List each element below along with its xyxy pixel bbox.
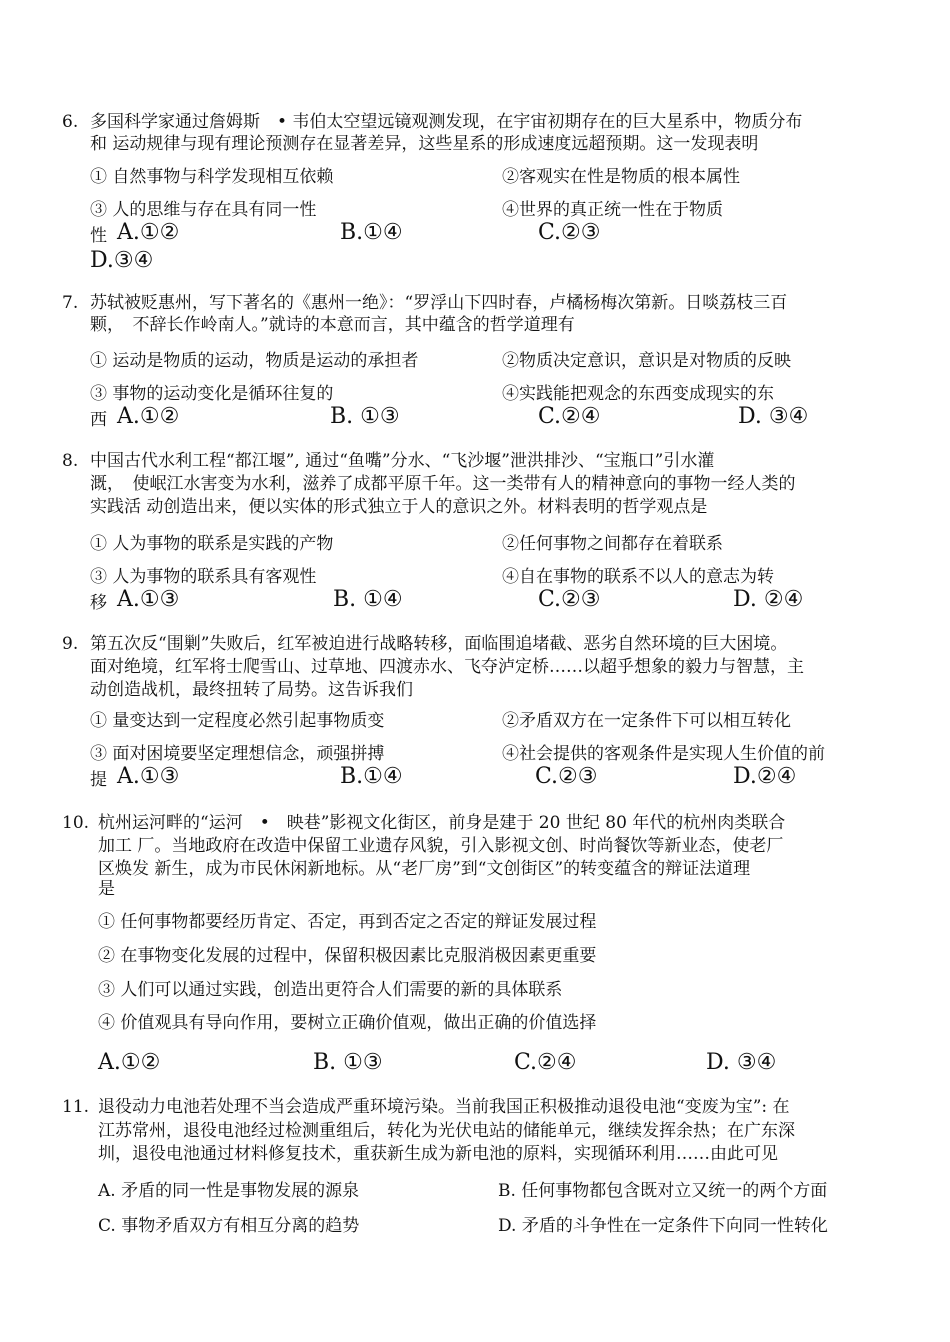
choice-b: B. 任何事物都包含既对立又统一的两个方面 (498, 1181, 828, 1201)
statement-item: ②任何事物之间都存在着联系 (502, 534, 723, 554)
choice-c: C.②④ (514, 1050, 577, 1075)
question-stem-line: 溉， 使岷江水害变为水利，滋养了成都平原千年。这一类带有人的精神意向的事物一经人类的 (90, 474, 796, 494)
statement-item: ① 人为事物的联系是实践的产物 (90, 534, 334, 554)
statement-item: ③ 事物的运动变化是循环往复的 (90, 384, 334, 404)
question-stem-line: 颗， 不辞长作岭南人。”就诗的本意而言，其中蕴含的哲学道理有 (90, 315, 575, 335)
choice-d: D. ②④ (733, 587, 804, 612)
statement-wrap: 西 (90, 410, 107, 430)
statement-item: ④ 价值观具有导向作用，要树立正确价值观，做出正确的价值选择 (98, 1013, 597, 1033)
statement-item: ②矛盾双方在一定条件下可以相互转化 (502, 711, 791, 731)
choice-c: C.②③ (538, 220, 601, 245)
question-number: 6. (62, 112, 79, 132)
question-stem-line: 区焕发 新生，成为市民休闲新地标。从“老厂房”到“文创街区”的转变蕴含的辩证法道理 (98, 859, 751, 879)
question-stem-line: 杭州运河畔的“运河 • 映巷”影视文化街区，前身是建于 20 世纪 80 年代的杭州肉类联合 (98, 813, 786, 833)
statement-item: ③ 面对困境要坚定理想信念，顽强拼搏 (90, 744, 385, 764)
statement-item: ① 任何事物都要经历肯定、否定，再到否定之否定的辩证发展过程 (98, 912, 597, 932)
statement-item: ④世界的真正统一性在于物质 (502, 200, 723, 220)
statement-item: ②客观实在性是物质的根本属性 (502, 167, 740, 187)
choice-b: B. ①③ (330, 404, 400, 429)
question-number: 11. (62, 1097, 90, 1117)
choice-c: C.②③ (538, 587, 601, 612)
statement-item: ③ 人们可以通过实践，创造出更符合人们需要的新的具体联系 (98, 980, 563, 1000)
choice-a: A.①② (117, 404, 180, 429)
choice-a: A. 矛盾的同一性是事物发展的源泉 (98, 1181, 360, 1201)
statement-item: ②物质决定意识，意识是对物质的反映 (502, 351, 791, 371)
question-number: 8. (62, 451, 79, 471)
choice-d: D. ③④ (738, 404, 809, 429)
choice-a: A.①③ (117, 764, 180, 789)
statement-item: ① 自然事物与科学发现相互依赖 (90, 167, 334, 187)
statement-wrap: 移 (90, 593, 107, 613)
question-stem-line: 面对绝境，红军将士爬雪山、过草地、四渡赤水、飞夺泸定桥……以超乎想象的毅力与智慧，主 (90, 657, 804, 677)
choice-b: B. ①④ (333, 587, 403, 612)
question-stem-line: 动创造战机，最终扭转了局势。这告诉我们 (90, 680, 413, 700)
question-stem-line: 实践活 动创造出来，便以实体的形式独立于人的意识之外。材料表明的哲学观点是 (90, 497, 708, 517)
question-stem-line: 和 运动规律与现有理论预测存在显著差异，这些星系的形成速度远超预期。这一发现表明 (90, 134, 759, 154)
question-stem-line: 圳，退役电池通过材料修复技术，重获新生成为新电池的原料，实现循环利用……由此可见 (98, 1144, 778, 1164)
choice-a: A.①② (117, 220, 180, 245)
question-stem-line: 苏轼被贬惠州，写下著名的《惠州一绝》：“罗浮山下四时春，卢橘杨梅次第新。日啖荔枝三百 (90, 293, 788, 313)
question-stem-line: 中国古代水利工程“都江堰”, 通过“鱼嘴”分水、“飞沙堰”泄洪排沙、“宝瓶口”引水灌 (90, 451, 715, 471)
choice-d: D. 矛盾的斗争性在一定条件下向同一性转化 (498, 1216, 828, 1236)
question-stem-line: 江苏常州，退役电池经过检测重组后，转化为光伏电站的储能单元，继续发挥余热；在广东深 (98, 1121, 795, 1141)
question-number: 9. (62, 634, 79, 654)
statement-item: ① 运动是物质的运动，物质是运动的承担者 (90, 351, 419, 371)
question-number: 10. (62, 813, 90, 833)
statement-item: ④实践能把观念的东西变成现实的东 (502, 384, 774, 404)
choice-b: B. ①③ (313, 1050, 383, 1075)
statement-item: ② 在事物变化发展的过程中，保留积极因素比克服消极因素更重要 (98, 946, 597, 966)
question-stem-line: 多国科学家通过詹姆斯 • 韦伯太空望远镜观测发现，在宇宙初期存在的巨大星系中，物质分布 (90, 112, 803, 132)
statement-item: ③ 人为事物的联系具有客观性 (90, 567, 317, 587)
choice-b: B.①④ (340, 764, 403, 789)
question-stem-line: 加工 厂。当地政府在改造中保留工业遗存风貌，引入影视文创、时尚餐饮等新业态，使老厂 (98, 836, 784, 856)
question-number: 7. (62, 293, 79, 313)
statement-item: ③ 人的思维与存在具有同一性 (90, 200, 317, 220)
question-stem-line: 是 (98, 879, 115, 899)
statement-wrap: 提 (90, 770, 107, 790)
statement-item: ④自在事物的联系不以人的意志为转 (502, 567, 774, 587)
choice-a: A.①② (98, 1050, 161, 1075)
choice-c: C.②③ (535, 764, 598, 789)
question-stem-line: 第五次反“围剿”失败后，红军被迫进行战略转移，面临围追堵截、恶劣自然环境的巨大困境。 (90, 634, 788, 654)
choice-a: A.①③ (117, 587, 180, 612)
question-stem-line: 退役动力电池若处理不当会造成严重环境污染。当前我国正积极推动退役电池“变废为宝”: 在 (98, 1097, 790, 1117)
choice-c: C.②④ (538, 404, 601, 429)
choice-d: D.②④ (733, 764, 797, 789)
choice-d: D. ③④ (706, 1050, 777, 1075)
statement-wrap: 性 (90, 226, 107, 246)
choice-d: D.③④ (90, 248, 154, 273)
statement-item: ① 量变达到一定程度必然引起事物质变 (90, 711, 385, 731)
choice-b: B.①④ (340, 220, 403, 245)
choice-c: C. 事物矛盾双方有相互分离的趋势 (98, 1216, 360, 1236)
statement-item: ④社会提供的客观条件是实现人生价值的前 (502, 744, 825, 764)
